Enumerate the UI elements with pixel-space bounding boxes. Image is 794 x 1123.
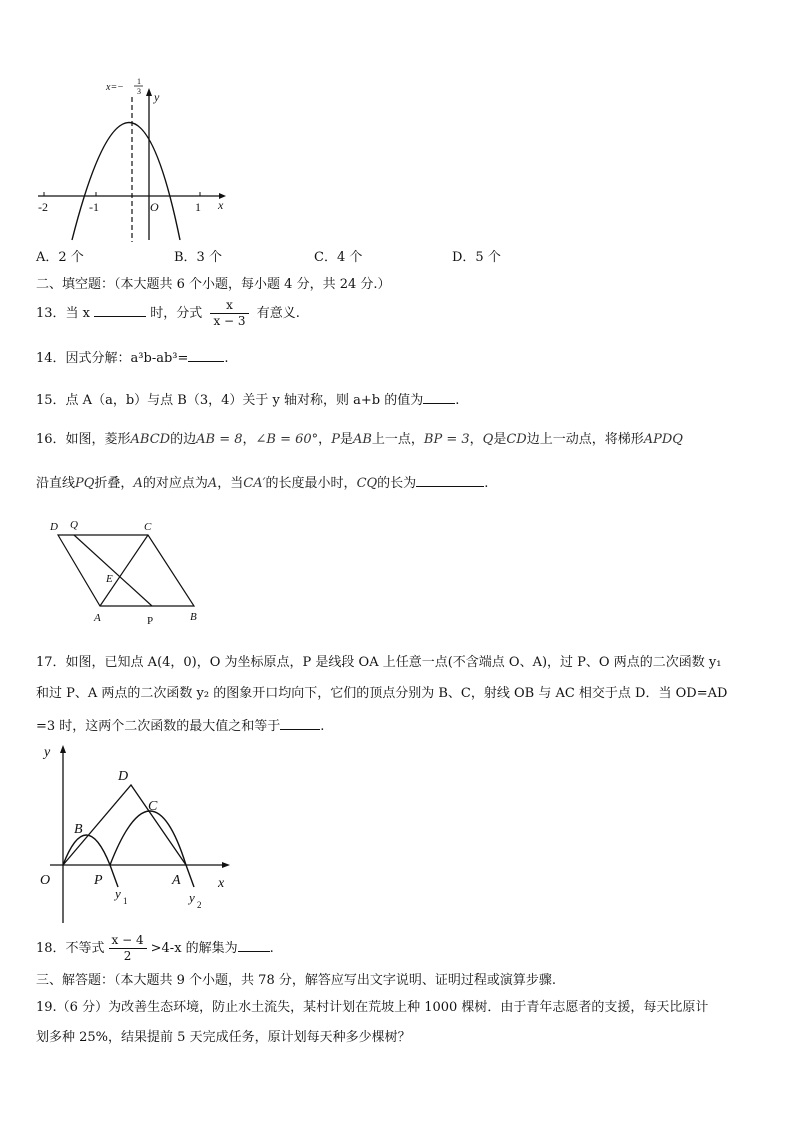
y-axis-arrow [146, 88, 152, 96]
q16-cq: CQ [356, 476, 378, 491]
label-o: O [40, 873, 51, 888]
q16-point-q: Q [482, 432, 494, 447]
x-axis-arrow [222, 862, 230, 868]
q16-comma-2: ， [318, 432, 332, 447]
q16-cd: CD [506, 432, 527, 447]
q16-angle-b: ∠B = 60° [255, 432, 319, 447]
question-17-line-3 [36, 717, 324, 735]
origin-label: O [150, 200, 159, 214]
q16-text-i: 的对应点为 [142, 476, 208, 491]
question-14 [36, 349, 229, 367]
q18-mid: >4-x 的解集为 [150, 941, 238, 956]
q16-text-e: 是 [493, 432, 507, 447]
q13-denominator: x − 3 [213, 314, 246, 328]
two-parabolas-figure [34, 740, 234, 925]
q16-text-g: 沿直线 [36, 476, 76, 491]
asymptote-label-numerator: 1 [137, 77, 141, 86]
label-e: E [106, 573, 113, 585]
section-2-heading: 二、填空题：（本大题共 6 个小题，每小题 4 分，共 24 分.） [36, 277, 391, 292]
question-17-line-1: 17．如图，已知点 A(4，0)，O 为坐标原点，P 是线段 OA 上任意一点(不含端点 O、A)，过 P、O 两点的二次函数 y₁ [36, 655, 722, 670]
q13-fraction [210, 298, 248, 329]
label-b: B [190, 611, 197, 623]
q13-prefix: 13．当 x [36, 306, 91, 321]
label-p: P [94, 873, 103, 888]
label-c: C [148, 799, 158, 814]
choice-b: B．3 个 [174, 250, 222, 265]
q18-fraction [109, 933, 147, 964]
rhombus-abcd [58, 535, 194, 606]
label-d: D [50, 521, 58, 533]
q16-text-b: 的边 [170, 432, 197, 447]
q16-ab: AB [352, 432, 372, 447]
q16-text-j: ，当 [217, 476, 244, 491]
q16-ca-prime: CA′ [243, 476, 266, 491]
q16-ab-eq-8: AB = 8 [196, 432, 243, 447]
q17-blank [280, 717, 320, 730]
label-c: C [144, 521, 152, 533]
question-18 [36, 933, 274, 964]
parabola-y2 [110, 811, 194, 887]
question-16-line-2 [36, 474, 488, 492]
label-y2: y [189, 890, 195, 905]
tick-label-1: 1 [195, 200, 201, 214]
q14-blank [188, 349, 224, 362]
q18-end: . [269, 941, 274, 956]
asymptote-label: x=− [106, 82, 124, 93]
tick-label-minus2: -2 [38, 200, 48, 214]
q18-blank [238, 939, 270, 952]
q14-text: 14．因式分解：a³b-ab³= [36, 351, 189, 366]
q14-end: . [224, 351, 229, 366]
q15-blank [423, 391, 455, 404]
question-13 [36, 298, 300, 329]
q16-abcd: ABCD [130, 432, 171, 447]
question-15 [36, 391, 459, 409]
q16-text-c: 是 [339, 432, 353, 447]
q15-end: . [455, 393, 460, 408]
q16-text-k: 的长度最小时， [265, 476, 357, 491]
q16-blank [416, 474, 484, 487]
label-y2-subscript: 2 [197, 900, 202, 910]
question-17-line-2: 和过 P、A 两点的二次函数 y₂ 的图象开口均向下，它们的顶点分别为 B、C，射线 OB 与 AC 相交于点 D．当 OD=AD [36, 686, 728, 701]
asymptote-label-denominator: 3 [137, 87, 141, 96]
q17-end: . [320, 719, 325, 734]
q16-text-l: 的长为 [377, 476, 417, 491]
q16-pq: PQ [75, 476, 95, 491]
q16-text-d: 上一点， [371, 432, 424, 447]
label-b: B [74, 822, 83, 837]
label-x-axis: x [218, 876, 225, 891]
q15-text: 15．点 A（a，b）与点 B（3，4）关于 y 轴对称，则 a+b 的值为 [36, 393, 424, 408]
choice-a: A．2 个 [36, 250, 84, 265]
question-19-line-2: 划多种 25%，结果提前 5 天完成任务，原计划每天种多少棵树？ [36, 1030, 411, 1045]
q18-numerator: x − 4 [109, 933, 147, 949]
choice-c: C．4 个 [314, 250, 363, 265]
tick-label-minus1: -1 [89, 200, 99, 214]
label-a: A [94, 612, 101, 624]
label-y1-subscript: 1 [123, 896, 128, 906]
q16-point-p: P [331, 432, 340, 447]
parabola-y1 [63, 835, 118, 887]
q16-comma-1: ， [242, 432, 256, 447]
q16-text-f: 边上一动点，将梯形 [526, 432, 644, 447]
q16-point-a-prime: A [207, 476, 218, 491]
q16-comma-3: ， [469, 432, 483, 447]
label-q: Q [70, 519, 78, 531]
label-d: D [118, 769, 129, 784]
y-axis-arrow [60, 745, 66, 753]
q13-numerator: x [210, 298, 248, 314]
q16-text-h: 折叠， [94, 476, 134, 491]
q16-apdq: APDQ [643, 432, 683, 447]
q17-text: =3 时，这两个二次函数的最大值之和等于 [36, 719, 281, 734]
q16-text-a: 16．如图，菱形 [36, 432, 131, 447]
q18-denominator: 2 [123, 949, 132, 963]
q18-prefix: 18．不等式 [36, 941, 105, 956]
choice-d: D．5 个 [452, 250, 501, 265]
section-3-heading: 三、解答题：（本大题共 9 个小题，共 78 分，解答应写出文字说明、证明过程或演算步骤. [36, 973, 556, 988]
label-p: P [147, 615, 154, 627]
q16-bp-eq-3: BP = 3 [423, 432, 470, 447]
q16-point-a: A [133, 476, 143, 491]
parabola-curve [72, 123, 180, 241]
label-y1: y [115, 886, 121, 901]
rhombus-figure [44, 512, 214, 632]
q13-mid: 时，分式 [150, 306, 203, 321]
parabola-figure [30, 75, 240, 245]
question-19-line-1: 19.（6 分）为改善生态环境，防止水土流失，某村计划在荒坡上种 1000 棵树．由于青年志愿者的支援，每天比原计 [36, 1000, 709, 1015]
question-16-line-1 [36, 432, 683, 448]
y-axis-label: y [154, 90, 160, 104]
label-y-axis: y [44, 745, 51, 760]
q13-suffix: 有意义. [256, 306, 300, 321]
x-axis-label: x [218, 198, 224, 212]
q16-end: . [484, 476, 489, 491]
q13-blank [94, 304, 146, 317]
label-a: A [172, 873, 181, 888]
